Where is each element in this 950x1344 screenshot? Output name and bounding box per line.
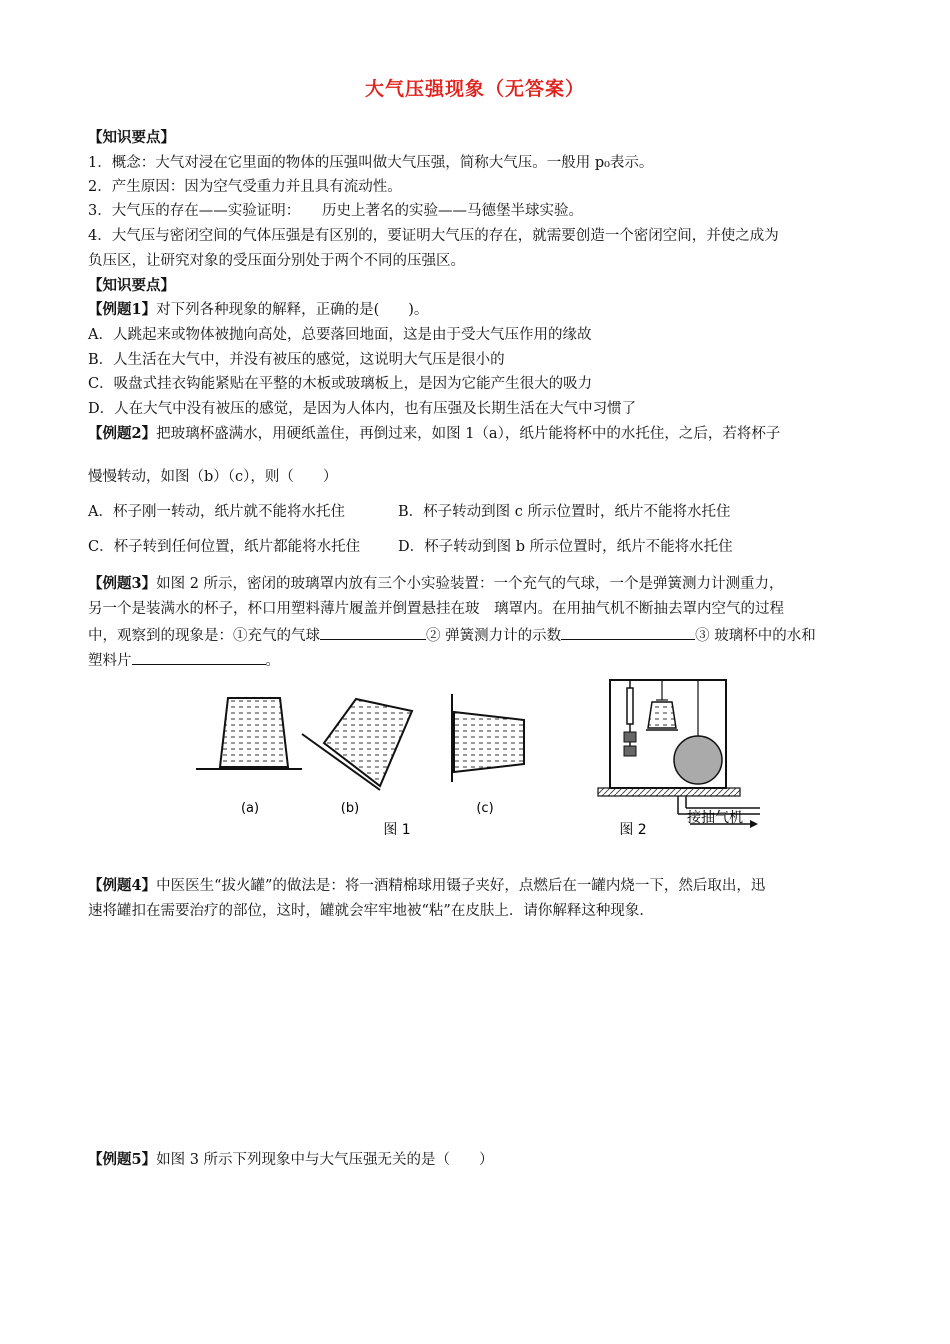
knowledge-item-3: 3．大气压的存在——实验证明： 历史上著名的实验——马德堡半球实验。 [88,203,583,219]
bell-jar-diagram [598,680,760,828]
example-4-line-1: 中医医生“拔火罐”的做法是：将一酒精棉球用镊子夹好，点燃后在一罐内烧一下，然后取出，迅 [156,878,766,894]
example-5-stem [88,1150,494,1170]
knowledge-item-2: 2．产生原因：因为空气受重力并且具有流动性。 [88,179,402,195]
example-3-line-3b: ② 弹簧测力计的示数 [426,628,562,644]
example-2-label: 【例题2】 [88,425,157,442]
knowledge-item-4: 4．大气压与密闭空间的气体压强是有区别的，要证明大气压的存在，就需要创造一个密闭空间，并使之成为 [88,228,779,244]
pump-label: 接抽气机 [687,810,743,826]
example-5-label: 【例题5】 [88,1151,157,1168]
figure-2-caption: 图 2 [619,822,647,838]
example-1-option-a: A．人跳起来或物体被抛向高处，总要落回地面，这是由于受大气压作用的缘故 [88,327,592,343]
example-1-option-c: C．吸盘式挂衣钩能紧贴在平整的木板或玻璃板上，是因为它能产生很大的吸力 [88,376,593,392]
example-3-line-3c: ③ 玻璃杯中的水和 [695,628,816,644]
label-b: (b) [340,801,360,816]
example-3-stem [88,574,784,594]
label-c: (c) [476,801,494,816]
example-1-option-d: D．人在大气中没有被压的感觉，是因为人体内，也有压强及长期生活在大气中习惯了 [88,401,637,417]
example-3-label: 【例题3】 [88,575,157,592]
example-2-question-2: 慢慢转动，如图（b）（c），则（ ） [88,469,338,485]
section-heading-knowledge-2: 【知识要点】 [88,277,175,294]
answer-blank-water-cup[interactable] [132,650,266,665]
example-5-question: 如图 3 所示下列现象中与大气压强无关的是（ ） [156,1152,494,1168]
example-3-line-4 [88,650,280,671]
example-4-label: 【例题4】 [88,877,157,894]
example-2-option-d: D．杯子转动到图 b 所示位置时，纸片不能将水托住 [398,539,733,555]
example-3-line-3 [88,625,816,646]
example-3-line-4b: 。 [265,653,280,669]
example-3-line-3a: 中，观察到的现象是：①充气的气球 [88,628,320,644]
example-1-option-b: B．人生活在大气中，并没有被压的感觉，这说明大气压是很小的 [88,352,505,368]
cup-b-diagram [302,699,412,790]
example-3-line-4a: 塑料片 [88,653,132,669]
label-a: (a) [240,801,260,816]
answer-blank-balloon[interactable] [320,625,426,640]
figure-1-caption: 图 1 [383,822,411,838]
example-3-line-1: 如图 2 所示，密闭的玻璃罩内放有三个小实验装置：一个充气的气球，一个是弹簧测力计测重力， [156,576,784,592]
knowledge-item-4-cont: 负压区，让研究对象的受压面分别处于两个不同的压强区。 [88,253,465,269]
cup-c-diagram [452,694,524,782]
example-2-question-1: 把玻璃杯盛满水，用硬纸盖住，再倒过来，如图 1（a），纸片能将杯中的水托住，之后，若将杯子 [156,426,781,442]
example-1-question: 对下列各种现象的解释，正确的是( )。 [156,302,429,318]
example-2-option-c: C．杯子转到任何位置，纸片都能将水托住 [88,539,361,555]
cup-a-diagram [196,698,302,769]
example-2-option-a: A．杯子刚一转动，纸片就不能将水托住 [88,504,345,520]
knowledge-item-1: 1．概念：大气对浸在它里面的物体的压强叫做大气压强，简称大气压。一般用 p₀表示。 [88,155,654,171]
example-2-stem [88,424,780,444]
example-4-stem [88,876,765,896]
section-heading-knowledge: 【知识要点】 [88,129,175,146]
answer-blank-spring-scale[interactable] [561,625,695,640]
example-3-line-2: 另一个是装满水的杯子，杯口用塑料薄片履盖并倒置悬挂在玻 璃罩内。在用抽气机不断抽去罩内空气的过程 [88,601,784,617]
example-1-stem [88,300,428,320]
example-4-line-2: 速将罐扣在需要治疗的部位，这时，罐就会牢牢地被“粘”在皮肤上．请你解释这种现象． [88,903,654,919]
page-title: 大气压强现象（无答案） [364,78,585,100]
figure-1-and-2 [190,674,770,844]
example-2-option-b: B．杯子转动到图 c 所示位置时，纸片不能将水托住 [398,504,731,520]
example-1-label: 【例题1】 [88,301,157,318]
